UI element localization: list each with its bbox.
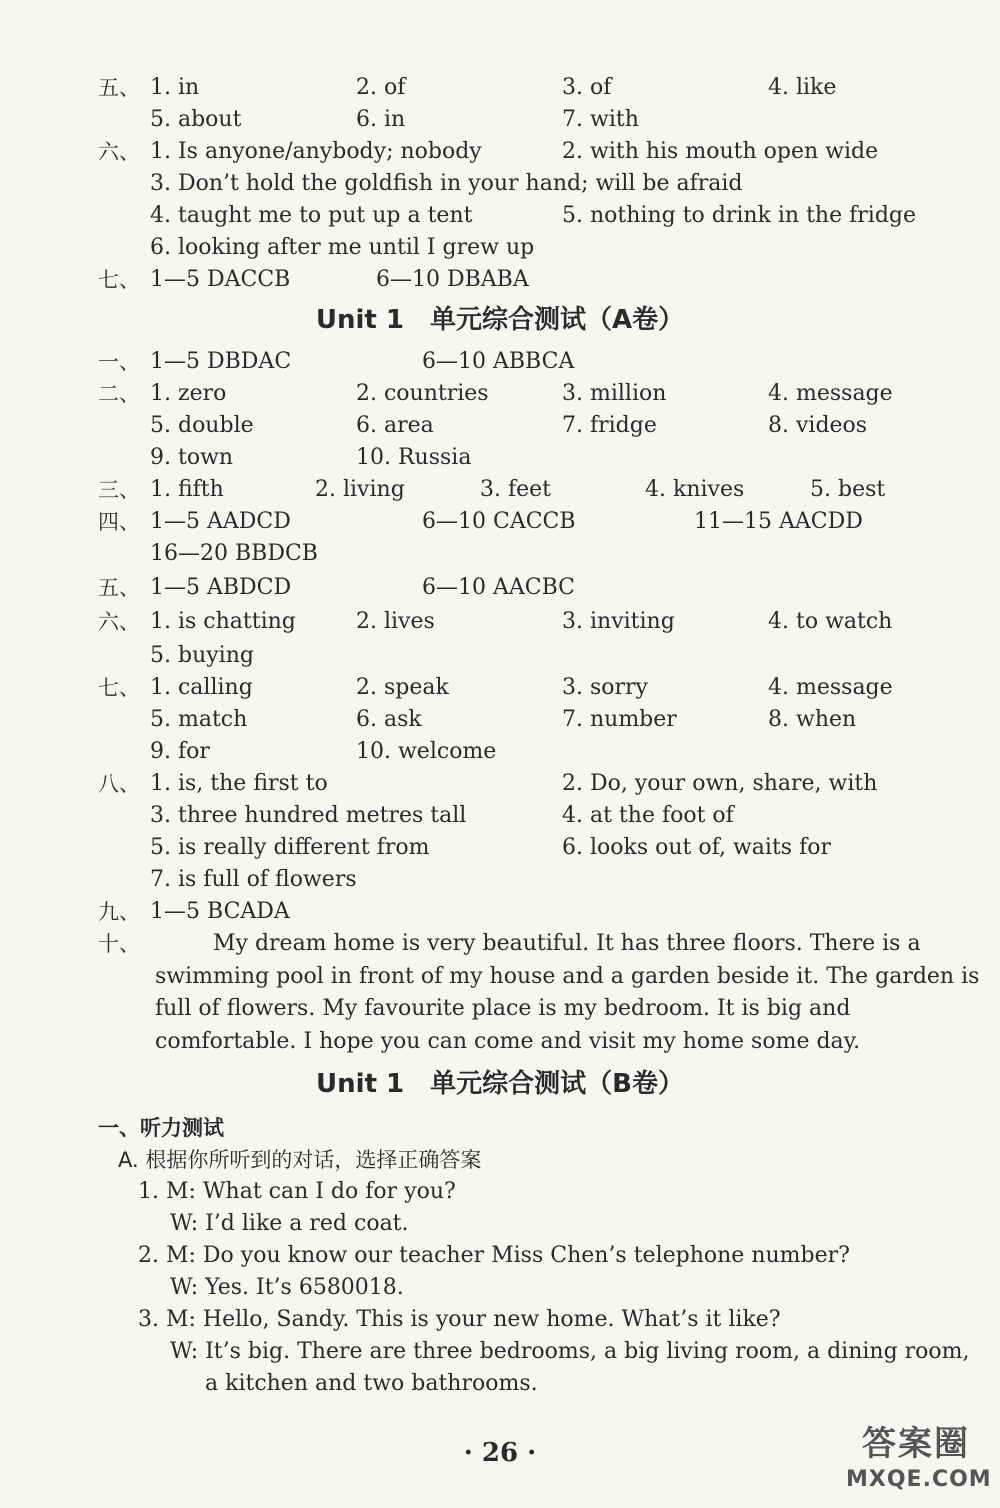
answer: 4. like	[768, 75, 837, 100]
answer: 1. in	[150, 75, 200, 100]
answer: 5. match	[150, 707, 248, 732]
answer: 3. million	[562, 381, 667, 406]
answer: 10. welcome	[356, 739, 497, 764]
answer: 1—5 DBDAC	[150, 349, 292, 374]
answer: 6. looking after me until I grew up	[150, 235, 535, 260]
answer: 5. is really different from	[150, 835, 430, 860]
unit-a-si-row2	[0, 538, 1000, 570]
answer: 6—10 AACBC	[422, 575, 576, 600]
answer: 3. sorry	[562, 675, 648, 700]
section-label: 一、	[98, 350, 140, 374]
unit-a-ba-row3	[0, 832, 1000, 864]
watermark-url: MXQE.COM	[846, 1467, 992, 1492]
composition-paragraph	[155, 928, 985, 1058]
section-label: 三、	[98, 478, 140, 502]
answer: 5. about	[150, 107, 242, 132]
unit-a-qi-row3	[0, 736, 1000, 768]
answer: 1. Is anyone/anybody; nobody	[150, 139, 482, 164]
answer: 6—10 ABBCA	[422, 349, 575, 374]
watermark-text: 答案圈	[862, 1424, 970, 1464]
unit-a-er-row1	[0, 378, 1000, 410]
section-label: 六、	[98, 610, 140, 634]
dialog-line: W: I’d like a red coat.	[170, 1211, 409, 1236]
section-wu-row2	[0, 104, 1000, 136]
answer: 7. with	[562, 107, 639, 132]
page-number: · 26 ·	[463, 1438, 537, 1468]
answer: 2. with his mouth open wide	[562, 139, 879, 164]
answer: 3. Don’t hold the goldfish in your hand; will be afraid	[150, 171, 743, 196]
answer: 1. is chatting	[150, 609, 296, 634]
answer: 5. best	[810, 477, 886, 502]
section-qi-row1	[0, 264, 1000, 296]
dialog-line: 1. M: What can I do for you?	[138, 1179, 456, 1204]
answer: 7. number	[562, 707, 677, 732]
answer: 2. of	[356, 75, 406, 100]
answer: 2. countries	[356, 381, 489, 406]
dialog-line: 2. M: Do you know our teacher Miss Chen’s telephone number?	[138, 1243, 850, 1268]
answer: 6—10 CACCB	[422, 509, 576, 534]
section-label: 十、	[98, 932, 140, 956]
answer: 8. videos	[768, 413, 868, 438]
section-label: 七、	[98, 268, 140, 292]
dialog-line: 3. M: Hello, Sandy. This is your new home. What’s it like?	[138, 1307, 781, 1332]
unit-a-qi-row2	[0, 704, 1000, 736]
answer: 3. feet	[480, 477, 552, 502]
section-label: 九、	[98, 900, 140, 924]
answer: 6. area	[356, 413, 434, 438]
watermark-logo	[846, 1420, 992, 1500]
answer: 4. knives	[645, 477, 745, 502]
answer: 6—10 DBABA	[376, 267, 529, 292]
answer: 4. to watch	[768, 609, 893, 634]
answer: 5. nothing to drink in the fridge	[562, 203, 916, 228]
unit-a-liu-row1	[0, 606, 1000, 638]
section-label: 五、	[98, 76, 140, 100]
answer: 8. when	[768, 707, 857, 732]
answer: 1—5 DACCB	[150, 267, 291, 292]
answer: 4. taught me to put up a tent	[150, 203, 473, 228]
unit-a-wu-row1	[0, 572, 1000, 604]
unit-a-yi-row1	[0, 346, 1000, 378]
section-wu-row1	[0, 72, 1000, 104]
answer: 1—5 BCADA	[150, 899, 290, 924]
answer: 9. for	[150, 739, 210, 764]
unit-a-liu-row2	[0, 640, 1000, 672]
section-liu-row4	[0, 232, 1000, 264]
answer: 1. is, the first to	[150, 771, 328, 796]
answer: 2. Do, your own, share, with	[562, 771, 878, 796]
answer: 10. Russia	[356, 445, 472, 470]
listening-part-a-instruction: A. 根据你所听到的对话，选择正确答案	[118, 1148, 482, 1172]
unit-a-er-row2	[0, 410, 1000, 442]
answer: 5. buying	[150, 643, 254, 668]
unit-a-shi-label-row	[0, 928, 150, 960]
answer: 3. three hundred metres tall	[150, 803, 467, 828]
answer: 7. fridge	[562, 413, 657, 438]
section-label: 八、	[98, 772, 140, 796]
unit-b-title: Unit 1 单元综合测试（B卷）	[316, 1069, 684, 1099]
answer: 6. ask	[356, 707, 422, 732]
answer: 3. of	[562, 75, 612, 100]
answer: 1. calling	[150, 675, 253, 700]
answer: 4. message	[768, 381, 893, 406]
answer: 1. fifth	[150, 477, 224, 502]
unit-a-jiu-row1	[0, 896, 1000, 928]
answer: 2. speak	[356, 675, 449, 700]
answer: 1—5 AADCD	[150, 509, 291, 534]
unit-a-si-row1	[0, 506, 1000, 538]
answer: 2. living	[315, 477, 405, 502]
answer: 1—5 ABDCD	[150, 575, 292, 600]
answer: 1. zero	[150, 381, 227, 406]
dialog-line: a kitchen and two bathrooms.	[205, 1371, 538, 1396]
section-liu-row3	[0, 200, 1000, 232]
answer: 2. lives	[356, 609, 435, 634]
answer: 7. is full of flowers	[150, 867, 357, 892]
composition-text: My dream home is very beautiful. It has three floors. There is a swimming pool in front of my house and a garden beside it. The garden is full of flowers. My favourite place is my bedroom. It is big and comfortable. I hope you can come and visit my home some day.	[155, 931, 980, 1054]
answer: 3. inviting	[562, 609, 675, 634]
answer: 6. looks out of, waits for	[562, 835, 831, 860]
answer: 9. town	[150, 445, 234, 470]
answer: 4. at the foot of	[562, 803, 734, 828]
section-label: 四、	[98, 510, 140, 534]
answer: 6. in	[356, 107, 406, 132]
section-label: 六、	[98, 140, 140, 164]
unit-a-ba-row2	[0, 800, 1000, 832]
unit-a-san-row1	[0, 474, 1000, 506]
section-label: 七、	[98, 676, 140, 700]
unit-a-er-row3	[0, 442, 1000, 474]
answer: 11—15 AACDD	[694, 509, 863, 534]
listening-section-heading: 一、听力测试	[98, 1116, 224, 1140]
unit-a-qi-row1	[0, 672, 1000, 704]
unit-a-ba-row4	[0, 864, 1000, 896]
answer: 4. message	[768, 675, 893, 700]
section-label: 五、	[98, 576, 140, 600]
dialog-line: W: It’s big. There are three bedrooms, a big living room, a dining room,	[170, 1339, 970, 1364]
dialog-line: W: Yes. It’s 6580018.	[170, 1275, 404, 1300]
answer: 16—20 BBDCB	[150, 541, 318, 566]
section-liu-row1	[0, 136, 1000, 168]
section-liu-row2	[0, 168, 1000, 200]
unit-a-ba-row1	[0, 768, 1000, 800]
section-label: 二、	[98, 382, 140, 406]
unit-a-title: Unit 1 单元综合测试（A卷）	[315, 305, 685, 335]
answer: 5. double	[150, 413, 254, 438]
